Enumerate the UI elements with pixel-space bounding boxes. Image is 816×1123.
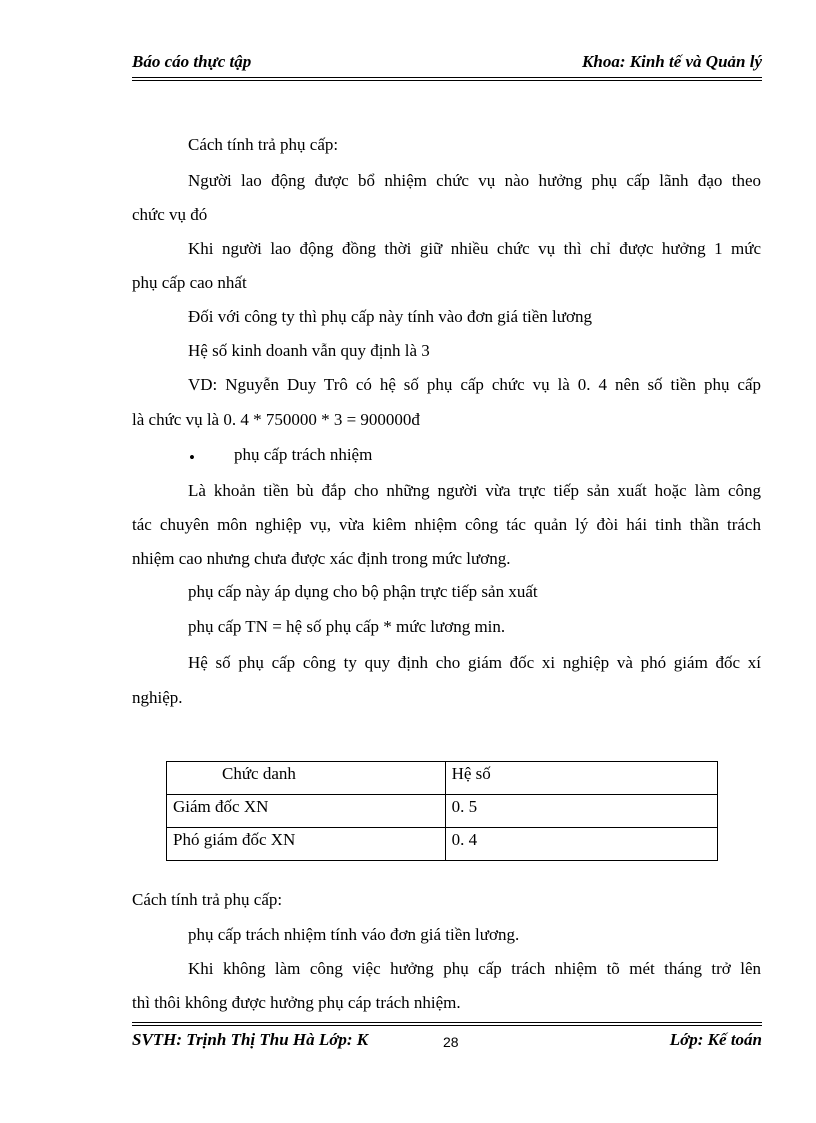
paragraph-definition-line-3: nhiệm cao nhưng chưa được xác định trong mức lương.: [132, 549, 511, 568]
page-footer: [132, 1030, 762, 1054]
table-row: [167, 828, 718, 861]
table-header-row: [167, 762, 718, 795]
table-cell: Phó giám đốc XN: [167, 828, 446, 861]
bullet-responsibility-allowance: phụ cấp trách nhiệm: [234, 445, 373, 464]
paragraph-definition-line-1: Là khoản tiền bù đắp cho những người vừa trực tiếp sản xuất hoặc làm công: [188, 481, 761, 500]
paragraph-appointed-line-1: Người lao động được bổ nhiệm chức vụ nào hưởng phụ cấp lãnh đạo theo: [188, 171, 761, 190]
table-cell: 0. 4: [445, 828, 717, 861]
paragraph-formula: phụ cấp TN = hệ số phụ cấp * mức lương min.: [188, 617, 506, 636]
table-header-cell: Chức danh: [167, 762, 446, 795]
paragraph-included-in-wage: phụ cấp trách nhiệm tính váo đơn giá tiền lương.: [188, 925, 520, 944]
paragraph-allowance-method: Cách tính trả phụ cấp:: [188, 135, 339, 154]
header-divider: [132, 77, 762, 81]
table-row: [167, 795, 718, 828]
paragraph-definition-line-2: tác chuyên môn nghiệp vụ, vừa kiêm nhiệm công tác quản lý đòi hái tinh thần trách: [132, 515, 761, 534]
header-faculty: Khoa: Kinh tế và Quản lý: [582, 52, 762, 71]
paragraph-appointed-line-2: chức vụ đó: [132, 205, 208, 224]
paragraph-coefficient-rule-line-2: nghiệp.: [132, 688, 183, 707]
table-cell: 0. 5: [445, 795, 717, 828]
paragraph-multiple-positions-line-2: phụ cấp cao nhất: [132, 273, 247, 292]
paragraph-company-policy: Đối với công ty thì phụ cấp này tính vào đơn giá tiền lương: [188, 307, 592, 326]
paragraph-applies-to: phụ cấp này áp dụng cho bộ phận trực tiếp sản xuất: [188, 582, 538, 601]
paragraph-multiple-positions-line-1: Khi người lao động đồng thời giữ nhiều chức vụ thì chỉ được hưởng 1 mức: [188, 239, 761, 258]
paragraph-example-line-1: VD: Nguyễn Duy Trô có hệ số phụ cấp chức vụ là 0. 4 nên số tiền phụ cấp: [188, 375, 761, 394]
table-header-cell: Hệ số: [445, 762, 717, 795]
paragraph-example-line-2: là chức vụ là 0. 4 * 750000 * 3 = 900000đ: [132, 410, 420, 429]
footer-student: SVTH: Trịnh Thị Thu Hà Lớp: K: [132, 1030, 369, 1049]
paragraph-allowance-method-2: Cách tính trả phụ cấp:: [132, 890, 283, 909]
paragraph-termination-line-2: thì thôi không được hưởng phụ cáp trách nhiệm.: [132, 993, 461, 1012]
page-header: [132, 52, 762, 78]
paragraph-business-coefficient: Hệ số kinh doanh vẫn quy định là 3: [188, 341, 430, 360]
coefficient-table: [166, 761, 718, 861]
page-number: 28: [443, 1034, 459, 1050]
paragraph-coefficient-rule-line-1: Hệ số phụ cấp công ty quy định cho giám đốc xi nghiệp và phó giám đốc xí: [188, 653, 761, 672]
footer-divider: [132, 1022, 762, 1026]
header-report-title: Báo cáo thực tập: [132, 52, 252, 71]
footer-class: Lớp: Kế toán: [669, 1030, 762, 1049]
table-cell: Giám đốc XN: [167, 795, 446, 828]
paragraph-termination-line-1: Khi không làm công việc hưởng phụ cấp trách nhiệm tõ mét tháng trở lên: [188, 959, 761, 978]
bullet-icon: •: [189, 448, 195, 467]
